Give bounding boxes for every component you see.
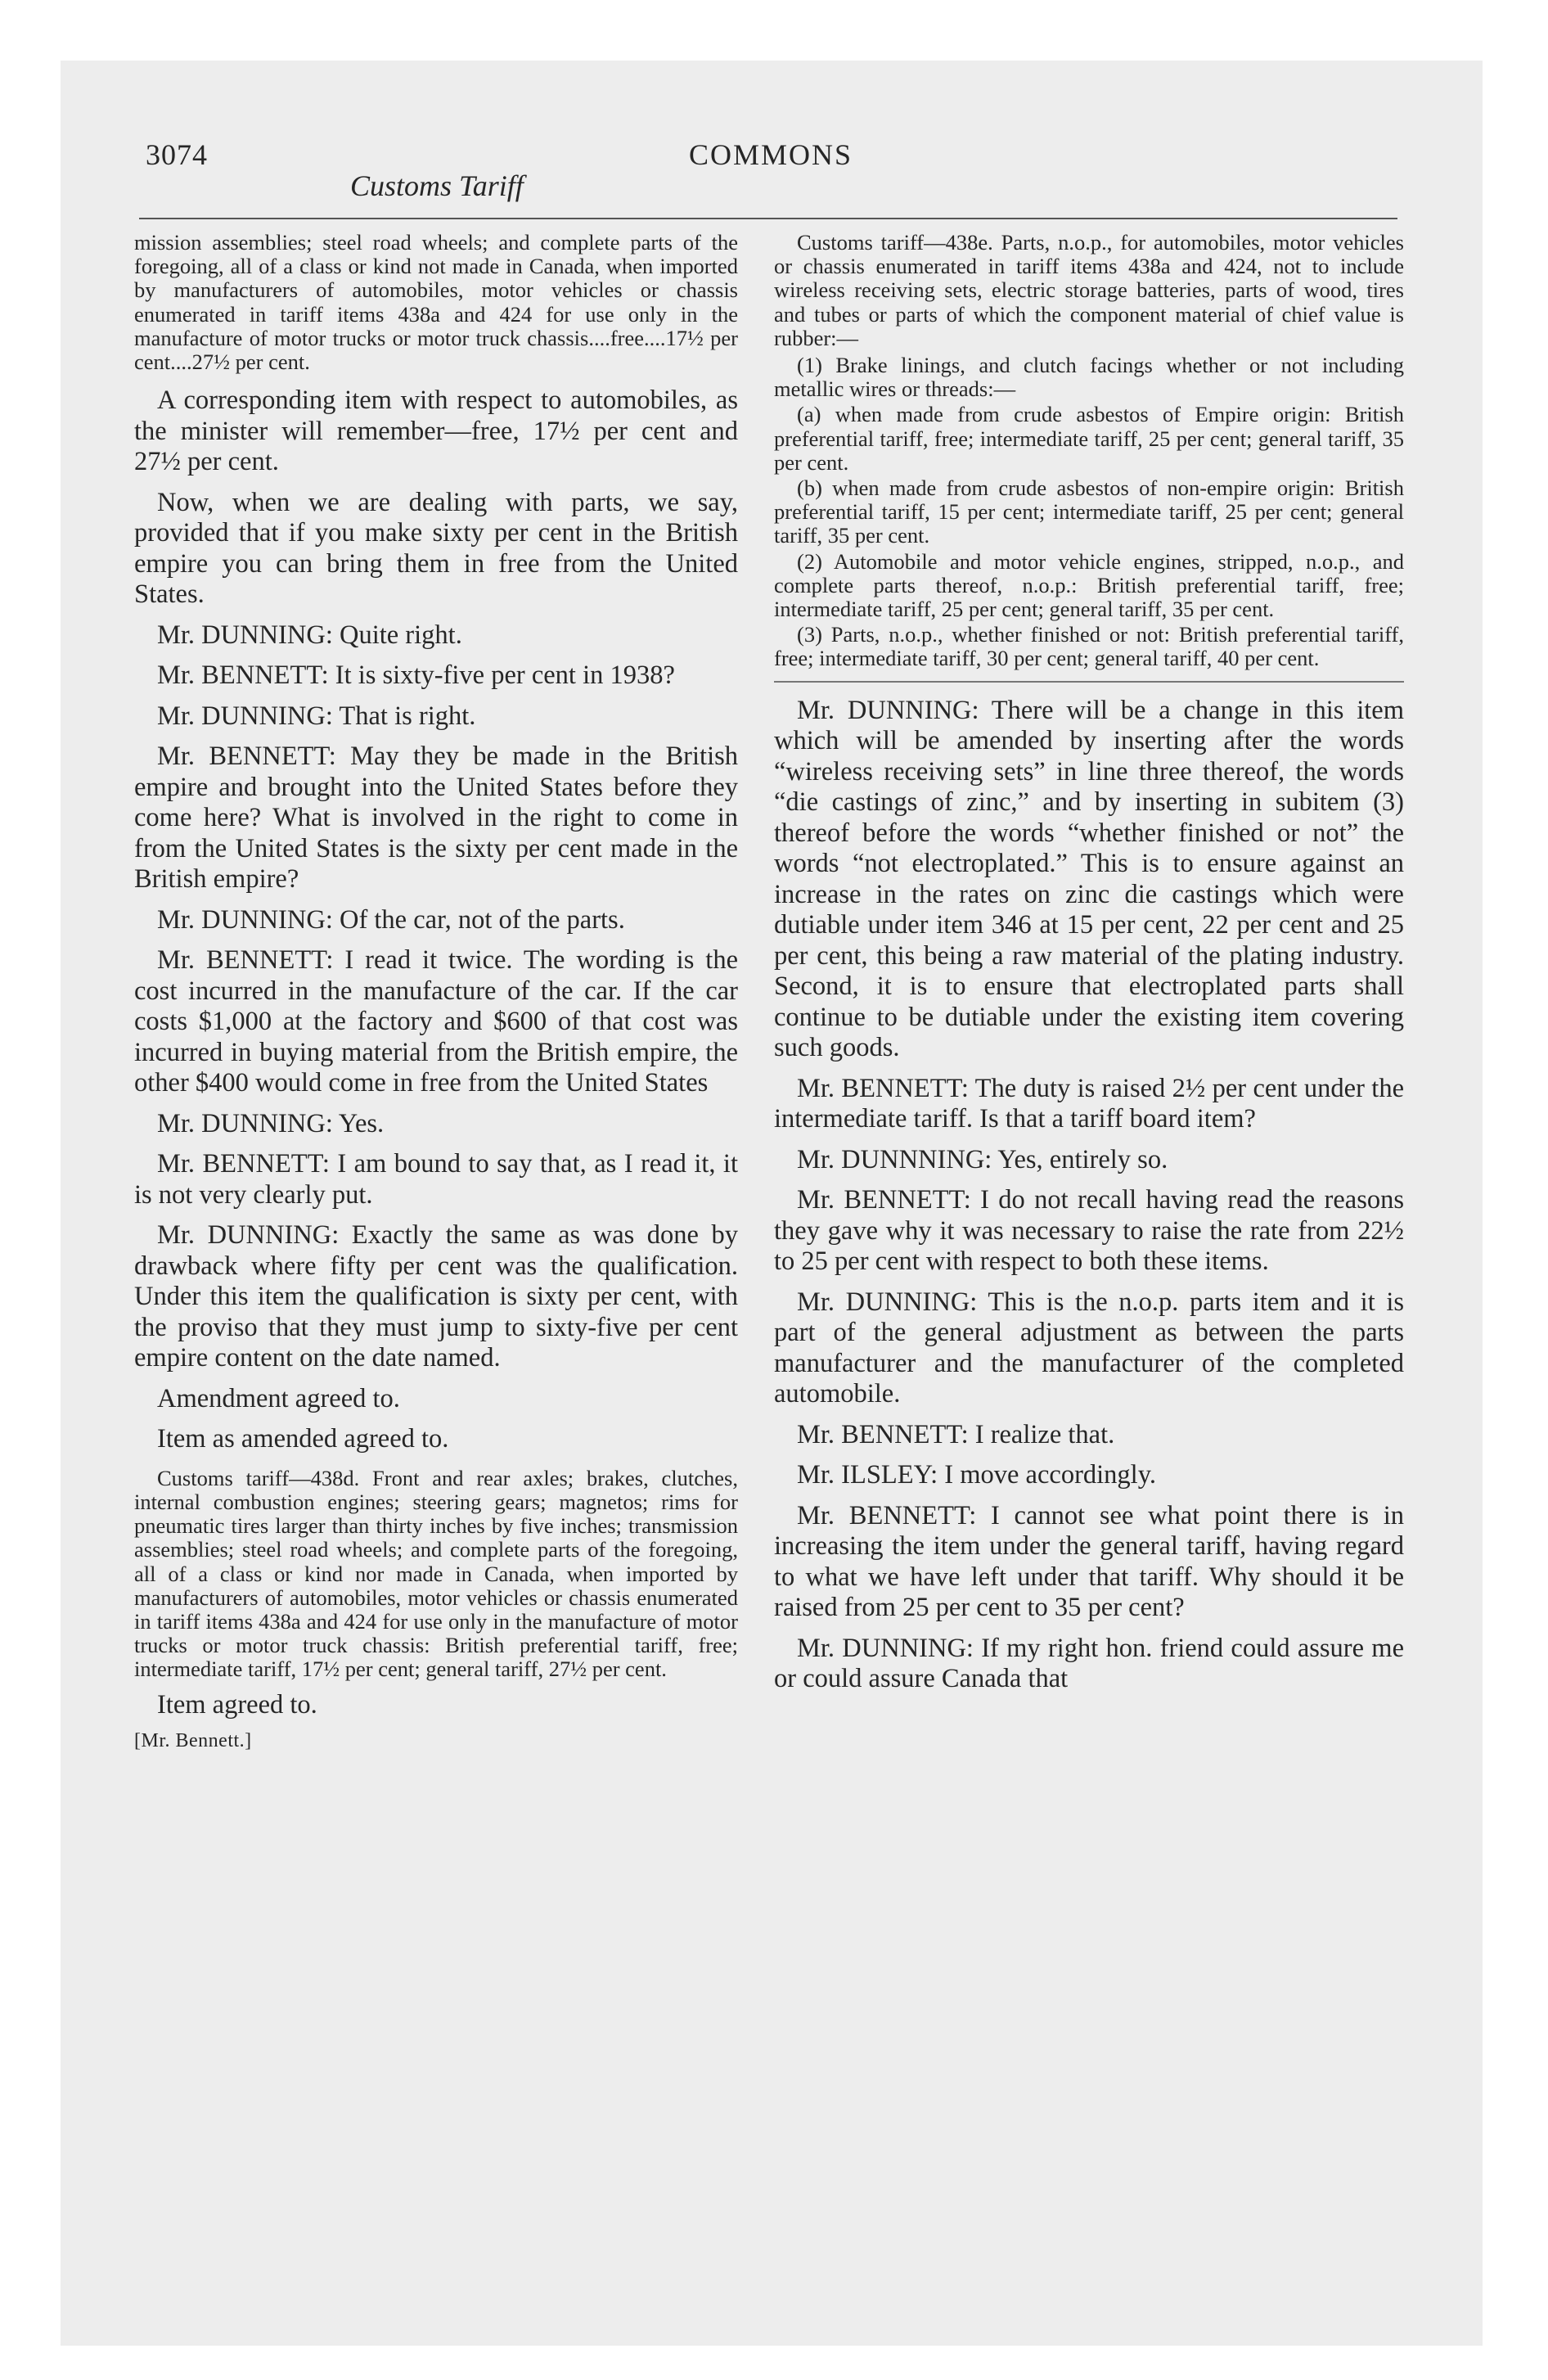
left-column xyxy=(134,231,738,1752)
paragraph: Mr. BENNETT: I cannot see what point there is in increasing the item under the general tariff, having regard to what we have left under that tariff. Why should it be raised from 25 per cent to 35 per cent? xyxy=(774,1500,1404,1623)
paragraph: Mr. DUNNING: There will be a change in this item which will be amended by inserting after the words “wireless receiving sets” in line three thereof, the words “die castings of zinc,” and by inserting in subitem (3) thereof before the words “whether finished or not” the words “not electroplated.” This is to ensure against an increase in the rates on zinc die castings which were dutiable under item 346 at 15 per cent, 22 per cent and 25 per cent, this being a raw material of the plating industry. Second, it is to ensure that electroplated parts shall continue to be dutiable under the existing item covering such goods. xyxy=(774,695,1404,1063)
paragraph: Mr. DUNNING: Of the car, not of the parts. xyxy=(157,904,625,935)
paragraph: Mr. DUNNING: Exactly the same as was done by drawback where fifty per cent was the qualification. Under this item the qualification is sixty per cent, with the proviso that they must jump to sixty-five per cent empire content on the date named. xyxy=(134,1220,738,1373)
speaker-footer: [Mr. Bennett.] xyxy=(134,1730,252,1752)
right-column xyxy=(774,231,1404,1705)
tariff-item-438d: Customs tariff—438d. Front and rear axles; brakes, clutches, internal combustion engines; steering gears; magnetos; rims for pneumatic tires larger than thirty inches by five inches; transmission assemblies; steel road wheels; and complete parts of the foregoing, all of a class or kind nor made in Canada, when imported by manufacturers of automobiles, motor vehicles or chassis enumerated in tariff items 438a and 424 for use only in the manufacture of motor trucks or motor truck chassis: British preferential tariff, free; intermediate tariff, 17½ per cent; general tariff, 27½ per cent. xyxy=(134,1465,738,1682)
tariff-subitem: (1) Brake linings, and clutch facings whether or not including metallic wires or threads:— xyxy=(774,353,1404,402)
paragraph: Mr. DUNNING: This is the n.o.p. parts item and it is part of the general adjustment as between the parts manufacturer and the manufacturer of the completed automobile. xyxy=(774,1287,1404,1409)
tariff-subitem: (2) Automobile and motor vehicle engines, stripped, n.o.p., and complete parts thereof, n.o.p.: British preferential tariff, free; intermediate tariff, 25 per cent; general tariff, 35 per cent. xyxy=(774,548,1404,622)
paragraph: Mr. DUNNING: Yes. xyxy=(157,1108,385,1138)
paragraph: Mr. BENNETT: I realize that. xyxy=(797,1419,1115,1449)
tariff-item-continuation: mission assemblies; steel road wheels; and complete parts of the foregoing, all of a class or kind not made in Canada, when imported by manufacturers of automobiles, motor vehicles or chassis enumerated in tariff items 438a and 424 for use only in the manufacture of motor trucks or motor truck chassis....free....17½ per cent....27½ per cent. xyxy=(134,230,738,375)
paragraph: Mr. BENNETT: May they be made in the British empire and brought into the United States before they come here? What is involved in the right to come in from the United States is the sixty per cent made in the British empire? xyxy=(134,741,738,895)
tariff-subitem: (b) when made from crude asbestos of non-empire origin: British preferential tariff, 15 per cent; intermediate tariff, 25 per cent; general tariff, 35 per cent. xyxy=(774,476,1404,548)
paragraph: Mr. DUNNING: That is right. xyxy=(157,701,476,731)
paragraph: Item agreed to. xyxy=(157,1689,317,1720)
tariff-item-438e: Customs tariff—438e. Parts, n.o.p., for automobiles, motor vehicles or chassis enumerated in tariff items 438a and 424, not to include wireless receiving sets, electric storage batteries, parts of wood, tires and tubes or parts of which the component material of chief value is rubber:— xyxy=(774,230,1404,350)
paragraph: Mr. BENNETT: The duty is raised 2½ per cent under the intermediate tariff. Is that a tariff board item? xyxy=(774,1073,1404,1134)
paragraph: Now, when we are dealing with parts, we say, provided that if you make sixty per cent in the British empire you can bring them in free from the United States. xyxy=(134,487,738,610)
paragraph: Item as amended agreed to. xyxy=(157,1424,449,1454)
paragraph: Amendment agreed to. xyxy=(157,1383,400,1413)
section-divider xyxy=(774,681,1404,683)
paragraph: Mr. BENNETT: I read it twice. The wording is the cost incurred in the manufacture of the car. If the car costs $1,000 at the factory and $600 of that cost was incurred in buying material from the British empire, the other $400 would come in free from the United States xyxy=(134,945,738,1098)
paragraph: Mr. DUNNING: Quite right. xyxy=(157,620,462,650)
paragraph: Mr. BENNETT: It is sixty-five per cent in 1938? xyxy=(157,660,675,691)
page-title: COMMONS xyxy=(689,138,853,171)
page-number: 3074 xyxy=(146,138,208,171)
paragraph: Mr. DUNNING: If my right hon. friend could assure me or could assure Canada that xyxy=(774,1633,1404,1694)
paragraph: A corresponding item with respect to automobiles, as the minister will remember—free, 17½ per cent and 27½ per cent. xyxy=(134,385,738,477)
page-subtitle: Customs Tariff xyxy=(350,169,524,202)
tariff-subitem: (a) when made from crude asbestos of Empire origin: British preferential tariff, free; intermediate tariff, 25 per cent; general tariff, 35 per cent. xyxy=(774,402,1404,475)
paragraph: Mr. DUNNNING: Yes, entirely so. xyxy=(797,1144,1168,1174)
header-rule xyxy=(139,218,1397,219)
tariff-subitem: (3) Parts, n.o.p., whether finished or not: British preferential tariff, free; intermediate tariff, 30 per cent; general tariff, 40 per cent. xyxy=(774,622,1404,671)
paragraph: Mr. ILSLEY: I move accordingly. xyxy=(797,1460,1156,1490)
paragraph: Mr. BENNETT: I am bound to say that, as I read it, it is not very clearly put. xyxy=(134,1149,738,1210)
paragraph: Mr. BENNETT: I do not recall having read the reasons they gave why it was necessary to raise the rate from 22½ to 25 per cent with respect to both these items. xyxy=(774,1185,1404,1277)
